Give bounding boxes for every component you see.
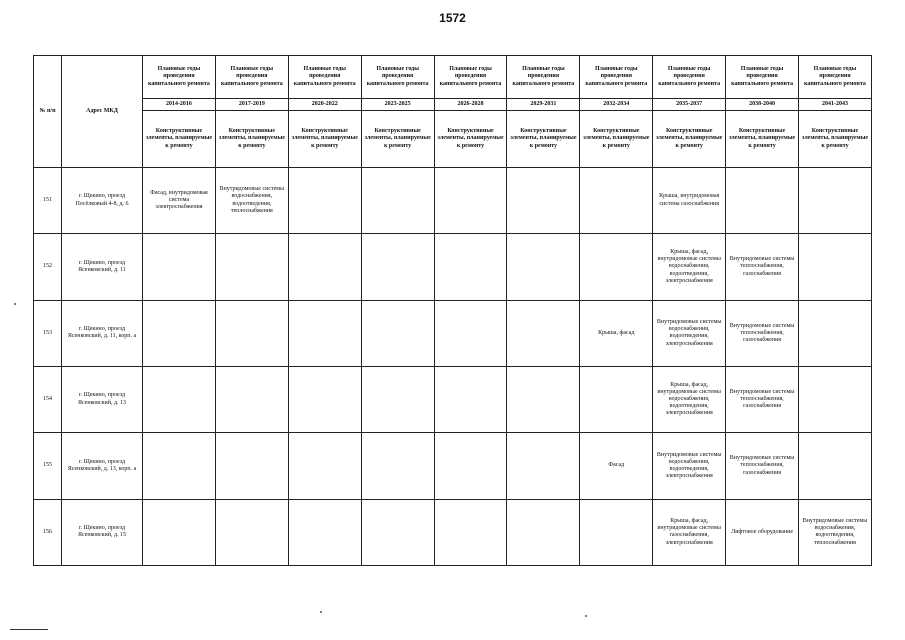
repair-cell: Крыша, фасад, внутридомовые системы газоснабжения, электроснабжения [653, 499, 726, 565]
repair-cell [799, 168, 872, 234]
header-row-elements [34, 111, 872, 168]
repair-cell: Внутридомовые системы водоснабжения, водоотведения, теплоснабжения [215, 168, 288, 234]
repair-cell [143, 499, 216, 565]
repair-cell [507, 366, 580, 432]
header-elements: Конструктивные элементы, планируемые к ремонту [434, 111, 507, 168]
repair-cell [580, 499, 653, 565]
repair-cell: Крыша, внутридомовая система газоснабжения [653, 168, 726, 234]
header-elements: Конструктивные элементы, планируемые к ремонту [580, 111, 653, 168]
header-period: 2029-2031 [507, 99, 580, 111]
header-elements: Конструктивные элементы, планируемые к ремонту [361, 111, 434, 168]
repair-cell [215, 433, 288, 499]
page-number: 1572 [439, 11, 466, 25]
header-planned-years: Плановые годы проведения капитального ремонта [726, 56, 799, 99]
table-row [34, 234, 872, 300]
repair-cell: Внутридомовые системы водоснабжения, водоотведения, электроснабжения [653, 433, 726, 499]
repair-cell [580, 366, 653, 432]
row-address: г. Щекино, проезд Ясенковский, д. 11, корп. а [62, 300, 143, 366]
repair-cell [361, 499, 434, 565]
header-period: 2023-2025 [361, 99, 434, 111]
repair-cell [434, 300, 507, 366]
header-elements: Конструктивные элементы, планируемые к ремонту [799, 111, 872, 168]
repair-cell [288, 234, 361, 300]
scan-speck [14, 303, 16, 305]
repair-cell [799, 366, 872, 432]
repair-cell: Внутридомовые системы водоснабжения, водоотведения, электроснабжения [653, 300, 726, 366]
header-period: 2032-2034 [580, 99, 653, 111]
repair-cell [434, 499, 507, 565]
repair-cell [507, 499, 580, 565]
repair-cell: Внутридомовые системы теплоснабжения, газоснабжения [726, 433, 799, 499]
row-address: г. Щекино, проезд Ясенковский, д. 13 [62, 366, 143, 432]
repair-cell: Крыша, фасад, внутридомовые системы водоснабжения, водоотведения, электроснабжения [653, 234, 726, 300]
repair-cell [799, 300, 872, 366]
header-planned-years: Плановые годы проведения капитального ремонта [143, 56, 216, 99]
repair-cell [361, 168, 434, 234]
repair-cell [215, 300, 288, 366]
repair-cell [215, 234, 288, 300]
repair-cell: Внутридомовые системы теплоснабжения, газоснабжения [726, 300, 799, 366]
header-planned-years: Плановые годы проведения капитального ремонта [361, 56, 434, 99]
header-planned-years: Плановые годы проведения капитального ремонта [799, 56, 872, 99]
repair-cell: Фасад [580, 433, 653, 499]
table-body [34, 168, 872, 566]
header-planned-years: Плановые годы проведения капитального ремонта [653, 56, 726, 99]
header-elements: Конструктивные элементы, планируемые к ремонту [288, 111, 361, 168]
repair-cell [143, 300, 216, 366]
repair-cell: Внутридомовые системы теплоснабжения, газоснабжения [726, 234, 799, 300]
header-planned-years: Плановые годы проведения капитального ремонта [580, 56, 653, 99]
header-period: 2026-2028 [434, 99, 507, 111]
table-row [34, 433, 872, 499]
repair-cell: Крыша, фасад [580, 300, 653, 366]
repair-cell [288, 300, 361, 366]
repair-cell [143, 366, 216, 432]
repair-cell [799, 234, 872, 300]
row-number: 153 [34, 300, 62, 366]
table-row [34, 168, 872, 234]
header-elements: Конструктивные элементы, планируемые к ремонту [507, 111, 580, 168]
header-planned-years: Плановые годы проведения капитального ремонта [288, 56, 361, 99]
header-elements: Конструктивные элементы, планируемые к ремонту [143, 111, 216, 168]
header-elements: Конструктивные элементы, планируемые к ремонту [726, 111, 799, 168]
repair-cell [507, 168, 580, 234]
capital-repair-plan-table [33, 55, 872, 566]
header-row-planned-years [34, 56, 872, 99]
header-planned-years: Плановые годы проведения капитального ремонта [434, 56, 507, 99]
repair-cell [143, 433, 216, 499]
repair-cell [580, 234, 653, 300]
footer-rule [10, 629, 48, 630]
header-period: 2014-2016 [143, 99, 216, 111]
row-number: 156 [34, 499, 62, 565]
repair-cell [288, 366, 361, 432]
table-row [34, 366, 872, 432]
header-row-number: № п/п [34, 56, 62, 168]
scan-speck [320, 611, 322, 613]
header-period: 2035-2037 [653, 99, 726, 111]
header-period: 2038-2040 [726, 99, 799, 111]
repair-cell [434, 433, 507, 499]
row-number: 151 [34, 168, 62, 234]
repair-cell [361, 300, 434, 366]
repair-cell [215, 499, 288, 565]
table-row [34, 499, 872, 565]
repair-cell [288, 499, 361, 565]
repair-cell [288, 433, 361, 499]
repair-cell: Внутридомовые системы водоснабжения, водоотведения, теплоснабжения [799, 499, 872, 565]
repair-cell [434, 168, 507, 234]
repair-cell: Внутридомовые системы теплоснабжения, газоснабжения [726, 366, 799, 432]
repair-cell: Фасад, внутридомовая система электроснабжения [143, 168, 216, 234]
row-address: г. Щекино, проезд Ясенковский, д. 13, корп. а [62, 433, 143, 499]
header-elements: Конструктивные элементы, планируемые к ремонту [215, 111, 288, 168]
row-address: г. Щекино, проезд Ясенковский, д. 11 [62, 234, 143, 300]
header-row-periods [34, 99, 872, 111]
table-row [34, 300, 872, 366]
repair-cell [215, 366, 288, 432]
header-address: Адрес МКД [62, 56, 143, 168]
repair-cell [726, 168, 799, 234]
repair-cell [143, 234, 216, 300]
repair-cell [799, 433, 872, 499]
repair-cell: Крыша, фасад, внутридомовые системы водоснабжения, водоотведения, электроснабжения [653, 366, 726, 432]
row-address: г. Щекино, проезд Посёлковый 4-8, д. 6 [62, 168, 143, 234]
header-period: 2020-2022 [288, 99, 361, 111]
row-number: 152 [34, 234, 62, 300]
repair-cell [361, 433, 434, 499]
repair-cell [507, 300, 580, 366]
repair-cell [434, 234, 507, 300]
repair-cell [434, 366, 507, 432]
row-number: 154 [34, 366, 62, 432]
repair-cell [361, 234, 434, 300]
header-planned-years: Плановые годы проведения капитального ремонта [507, 56, 580, 99]
scan-speck [585, 615, 587, 617]
repair-cell [507, 234, 580, 300]
repair-cell [361, 366, 434, 432]
header-period: 2017-2019 [215, 99, 288, 111]
repair-cell [288, 168, 361, 234]
header-planned-years: Плановые годы проведения капитального ремонта [215, 56, 288, 99]
repair-cell: Лифтовое оборудование [726, 499, 799, 565]
repair-cell [580, 168, 653, 234]
row-address: г. Щекино, проезд Ясенковский, д. 15 [62, 499, 143, 565]
repair-cell [507, 433, 580, 499]
header-elements: Конструктивные элементы, планируемые к ремонту [653, 111, 726, 168]
header-period: 2041-2043 [799, 99, 872, 111]
row-number: 155 [34, 433, 62, 499]
